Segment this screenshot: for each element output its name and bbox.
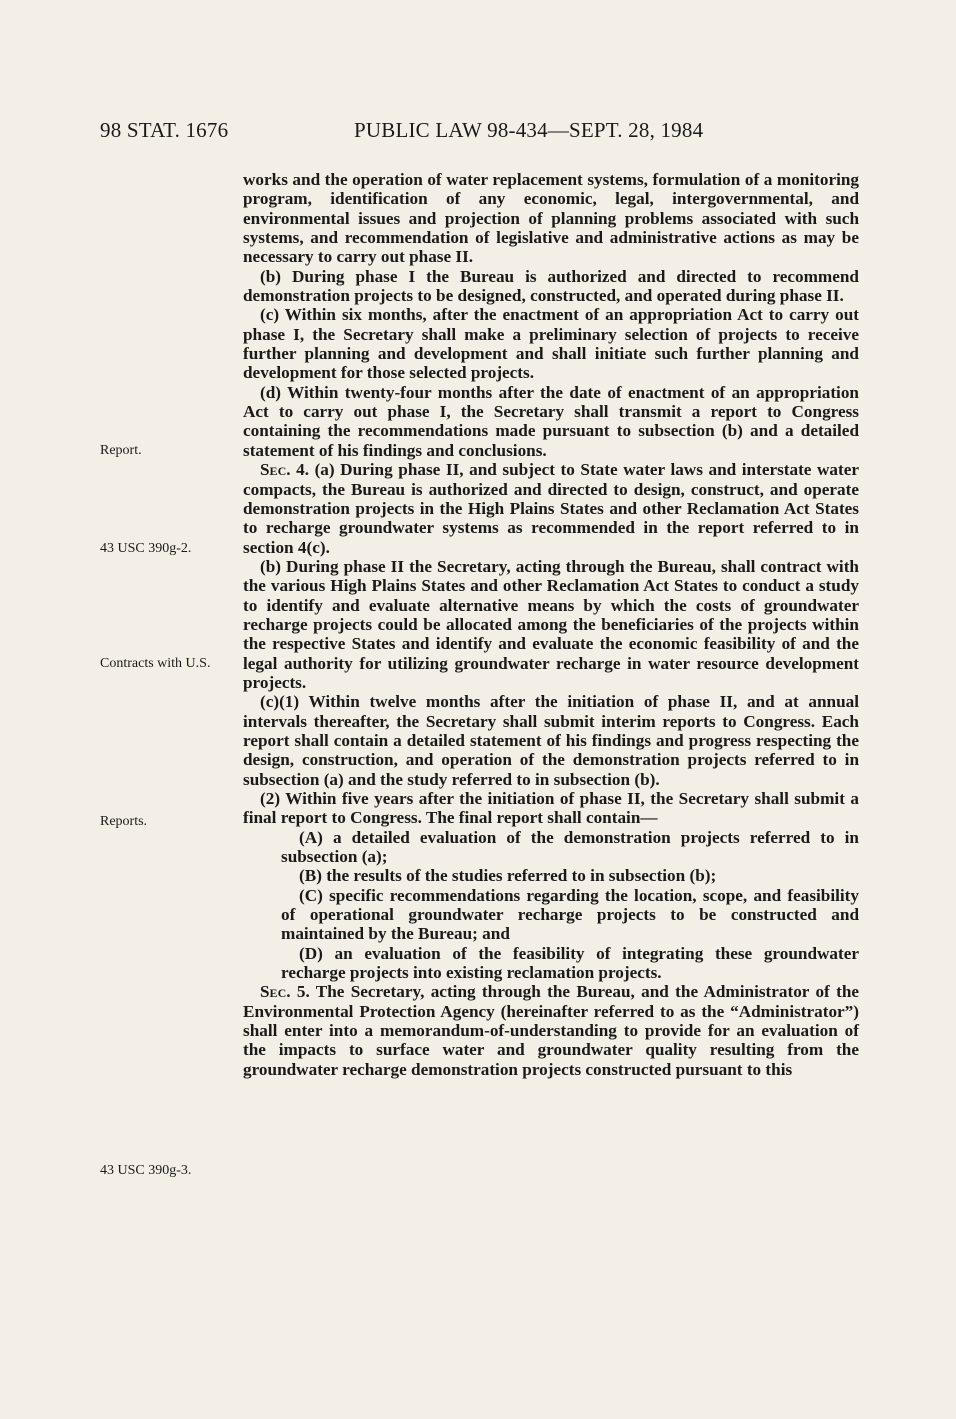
paragraph-continuation: works and the operation of water replacement systems, formulation of a monitoring program, identification of any economic, legal, intergovernmental, and environmental issues and projection of planning problems associated with such systems, and recommendation of legislative and administrative actions as may be necessary to carry out phase II. <box>243 170 859 267</box>
paragraph-4c2-c: (C) specific recommendations regarding the location, scope, and feasibility of operational groundwater recharge projects to be constructed and maintained by the Bureau; and <box>281 885 859 944</box>
paragraph-3d: (d) Within twenty-four months after the date of enactment of an appropriation Act to carry out phase I, the Secretary shall transmit a report to Congress containing the recommendations made pursuant to subsection (b) and a detailed statement of his findings and conclusions. <box>243 382 859 460</box>
statute-page-number: 98 STAT. 1676 <box>100 118 229 142</box>
paragraph-sec-5-text: 5. The Secretary, acting through the Bureau, and the Administrator of the Environmental Protection Agency (hereinafter referred to as the “Administrator”) shall enter into a memorandum-of-understanding to provide for an evaluation of the impacts to surface water and groundwater quality resulting from the groundwater recharge demonstration projects constructed pursuant to this <box>243 982 860 1079</box>
public-law-title: PUBLIC LAW 98-434—SEPT. 28, 1984 <box>354 118 704 142</box>
page-header <box>100 118 860 148</box>
paragraph-sec-4a <box>243 460 859 557</box>
paragraph-4c2-a: (A) a detailed evaluation of the demonstration projects referred to in subsection (a); <box>281 827 859 867</box>
paragraph-4c2-b: (B) the results of the studies referred to in subsection (b); <box>299 866 717 886</box>
section-label: Sec. <box>260 460 291 480</box>
paragraph-4c2-d: (D) an evaluation of the feasibility of integrating these groundwater recharge projects into existing reclamation projects. <box>281 943 859 983</box>
margin-note-reports: Reports. <box>100 814 148 829</box>
paragraph-4c2: (2) Within five years after the initiation of phase II, the Secretary shall submit a final report to Congress. The final report shall contain— <box>243 789 859 828</box>
paragraph-sec-5 <box>243 982 859 1079</box>
paragraph-4c1: (c)(1) Within twelve months after the initiation of phase II, and at annual intervals thereafter, the Secretary shall submit interim reports to Congress. Each report shall contain a detailed statement of his findings and progress respecting the design, construction, and operation of the demonstration projects referred to in subsection (a) and the study referred to in subsection (b). <box>243 692 859 789</box>
margin-note-43-usc-390g-2: 43 USC 390g-2. <box>100 541 192 556</box>
paragraph-4b: (b) During phase II the Secretary, acting through the Bureau, shall contract with the various High Plains States and other Reclamation Act States to conduct a study to identify and evaluate alternative means by which the costs of groundwater recharge projects could be allocated among the beneficiaries of the projects within the respective States and identify and evaluate the economic feasibility of and the legal authority for utilizing groundwater recharge in water resource development projects. <box>243 556 859 692</box>
statute-text <box>243 170 859 1079</box>
margin-note-report: Report. <box>100 443 142 458</box>
paragraph-3c: (c) Within six months, after the enactment of an appropriation Act to carry out phase I, the Secretary shall make a preliminary selection of projects to receive further planning and development and shall initiate such further planning and development for those selected projects. <box>243 305 859 383</box>
margin-note-43-usc-390g-3: 43 USC 390g-3. <box>100 1163 192 1178</box>
margin-note-contracts: Contracts with U.S. <box>100 656 211 671</box>
paragraph-sec-4a-text: 4. (a) During phase II, and subject to State water laws and interstate water compacts, the Bureau is authorized and directed to design, construct, and operate demonstration projects in the High Plains States and other Reclamation Act States to recharge groundwater systems as recommended in the report referred to in section 4(c). <box>243 460 860 557</box>
section-label: Sec. <box>260 982 291 1002</box>
paragraph-3b: (b) During phase I the Bureau is authorized and directed to recommend demonstration projects to be designed, constructed, and operated during phase II. <box>243 266 859 306</box>
